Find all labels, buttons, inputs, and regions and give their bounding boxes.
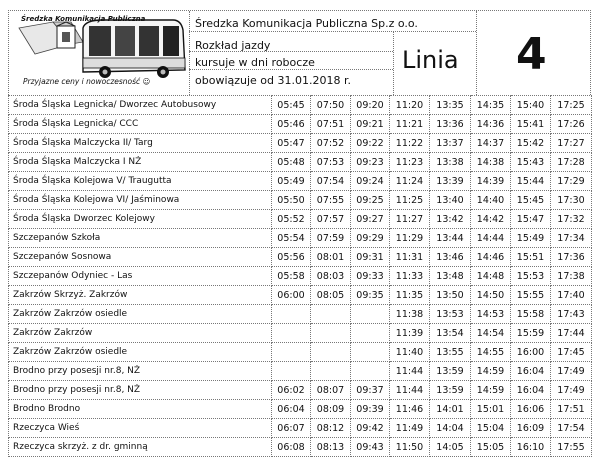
departure-time: 11:39	[390, 324, 430, 343]
departure-time: 14:53	[471, 305, 511, 324]
departure-time: 15:59	[511, 324, 551, 343]
departure-time: 17:25	[551, 96, 592, 115]
departure-time: 17:27	[551, 134, 592, 153]
departure-time: 14:48	[471, 267, 511, 286]
table-row	[9, 381, 592, 400]
departure-time	[311, 324, 351, 343]
departure-time: 17:43	[551, 305, 592, 324]
departure-time: 14:01	[430, 400, 471, 419]
departure-time: 13:42	[430, 210, 471, 229]
departure-time: 14:44	[471, 229, 511, 248]
departure-time: 07:55	[311, 191, 351, 210]
departure-time: 11:22	[390, 134, 430, 153]
departure-time: 06:08	[272, 438, 311, 457]
table-row	[9, 115, 592, 134]
table-row	[9, 134, 592, 153]
departure-time	[351, 362, 390, 381]
table-row	[9, 324, 592, 343]
departure-time: 13:46	[430, 248, 471, 267]
departure-time: 13:55	[430, 343, 471, 362]
departure-time: 17:55	[551, 438, 592, 457]
departure-time: 15:58	[511, 305, 551, 324]
departure-time: 14:59	[471, 381, 511, 400]
departure-time: 07:53	[311, 153, 351, 172]
departure-time: 17:29	[551, 172, 592, 191]
departure-time: 15:42	[511, 134, 551, 153]
departure-time: 08:07	[311, 381, 351, 400]
departure-time: 05:46	[272, 115, 311, 134]
departure-time: 14:42	[471, 210, 511, 229]
table-row	[9, 400, 592, 419]
departure-time: 15:47	[511, 210, 551, 229]
departure-time: 11:20	[390, 96, 430, 115]
departure-time: 09:21	[351, 115, 390, 134]
table-row	[9, 343, 592, 362]
departure-time: 14:46	[471, 248, 511, 267]
departure-time: 13:48	[430, 267, 471, 286]
departure-time: 13:59	[430, 362, 471, 381]
line-number: 4	[516, 29, 547, 80]
departure-time: 14:40	[471, 191, 511, 210]
table-row	[9, 210, 592, 229]
departure-time: 15:01	[471, 400, 511, 419]
departure-time: 11:35	[390, 286, 430, 305]
departure-time: 17:32	[551, 210, 592, 229]
departure-time: 11:31	[390, 248, 430, 267]
departure-time: 15:55	[511, 286, 551, 305]
stop-name: Rzeczyca skrzyż. z dr. gminną	[9, 438, 272, 457]
departure-time: 15:41	[511, 115, 551, 134]
departure-time: 05:56	[272, 248, 311, 267]
departure-time: 17:40	[551, 286, 592, 305]
line-label: Linia	[402, 46, 459, 74]
departure-time: 09:42	[351, 419, 390, 438]
stop-name: Szczepanów Sosnowa	[9, 248, 272, 267]
departure-time: 08:13	[311, 438, 351, 457]
stop-name: Szczepanów Odyniec - Las	[9, 267, 272, 286]
departure-time: 07:59	[311, 229, 351, 248]
departure-time: 15:05	[471, 438, 511, 457]
departure-time: 15:45	[511, 191, 551, 210]
departure-time	[311, 305, 351, 324]
stop-name: Środa Śląska Kolejowa VI/ Jaśminowa	[9, 191, 272, 210]
departure-time	[311, 343, 351, 362]
table-row	[9, 248, 592, 267]
departure-time: 07:52	[311, 134, 351, 153]
departure-time: 17:34	[551, 229, 592, 248]
departure-time: 11:44	[390, 381, 430, 400]
departure-time: 09:23	[351, 153, 390, 172]
departure-time: 08:09	[311, 400, 351, 419]
departure-time	[272, 343, 311, 362]
stop-name: Środa Śląska Malczycka II/ Targ	[9, 134, 272, 153]
departure-time: 11:29	[390, 229, 430, 248]
departure-time: 14:05	[430, 438, 471, 457]
departure-table	[8, 95, 592, 457]
table-row	[9, 286, 592, 305]
stop-name: Brodno przy posesji nr.8, NŻ	[9, 362, 272, 381]
departure-time: 15:53	[511, 267, 551, 286]
departure-time: 09:25	[351, 191, 390, 210]
departure-time: 09:35	[351, 286, 390, 305]
departure-time: 08:12	[311, 419, 351, 438]
departure-time: 13:50	[430, 286, 471, 305]
departure-time: 14:50	[471, 286, 511, 305]
departure-time: 13:53	[430, 305, 471, 324]
departure-time	[351, 305, 390, 324]
table-row	[9, 419, 592, 438]
company-logo	[13, 14, 189, 90]
departure-time: 05:54	[272, 229, 311, 248]
departure-time: 09:31	[351, 248, 390, 267]
departure-time: 17:49	[551, 362, 592, 381]
logo-title: Średzka Komunikacja Publiczna	[21, 15, 146, 23]
departure-time: 16:10	[511, 438, 551, 457]
stop-name: Środa Śląska Legnicka/ CCC	[9, 115, 272, 134]
departure-time: 06:04	[272, 400, 311, 419]
departure-time: 14:35	[471, 96, 511, 115]
departure-time: 15:43	[511, 153, 551, 172]
departure-time: 14:36	[471, 115, 511, 134]
table-row	[9, 172, 592, 191]
departure-time: 17:36	[551, 248, 592, 267]
departure-time: 08:05	[311, 286, 351, 305]
table-row	[9, 362, 592, 381]
departure-time: 11:44	[390, 362, 430, 381]
departure-time: 15:49	[511, 229, 551, 248]
stop-name: Środa Śląska Kolejowa V/ Traugutta	[9, 172, 272, 191]
departure-time: 14:04	[430, 419, 471, 438]
page-title: Rozkład jazdy	[195, 39, 271, 52]
stop-name: Środa Śląska Legnicka/ Dworzec Autobusowy	[9, 96, 272, 115]
departure-time: 06:07	[272, 419, 311, 438]
departure-time: 05:50	[272, 191, 311, 210]
departure-time: 15:04	[471, 419, 511, 438]
departure-time: 13:39	[430, 172, 471, 191]
logo-slogan: Przyjazne ceny i nowoczesność ☺	[23, 77, 151, 86]
stop-name: Zakrzów Zakrzów osiedle	[9, 305, 272, 324]
departure-time: 05:47	[272, 134, 311, 153]
departure-time: 07:57	[311, 210, 351, 229]
departure-time: 15:44	[511, 172, 551, 191]
departure-time: 17:51	[551, 400, 592, 419]
departure-time: 11:24	[390, 172, 430, 191]
departure-time: 17:26	[551, 115, 592, 134]
departure-time: 14:37	[471, 134, 511, 153]
departure-time: 08:03	[311, 267, 351, 286]
stop-name: Brodno przy posesji nr.8, NŻ	[9, 381, 272, 400]
timetable-header	[8, 10, 591, 95]
departure-time: 05:48	[272, 153, 311, 172]
departure-time: 11:46	[390, 400, 430, 419]
departure-time: 13:37	[430, 134, 471, 153]
departure-time: 14:38	[471, 153, 511, 172]
table-row	[9, 191, 592, 210]
departure-time: 07:50	[311, 96, 351, 115]
table-row	[9, 267, 592, 286]
departure-time: 11:50	[390, 438, 430, 457]
departure-time: 11:23	[390, 153, 430, 172]
departure-time: 13:35	[430, 96, 471, 115]
departure-time: 08:01	[311, 248, 351, 267]
departure-time: 16:00	[511, 343, 551, 362]
departure-time: 09:29	[351, 229, 390, 248]
departure-time: 05:45	[272, 96, 311, 115]
stop-name: Środa Śląska Dworzec Kolejowy	[9, 210, 272, 229]
departure-time: 17:30	[551, 191, 592, 210]
departure-time: 14:55	[471, 343, 511, 362]
departure-time: 11:25	[390, 191, 430, 210]
table-row	[9, 229, 592, 248]
company-name: Średzka Komunikacja Publiczna Sp.z o.o.	[195, 17, 418, 30]
departure-time	[272, 362, 311, 381]
departure-time: 17:49	[551, 381, 592, 400]
departure-time: 15:51	[511, 248, 551, 267]
table-row	[9, 438, 592, 457]
departure-time: 16:04	[511, 381, 551, 400]
departure-time: 11:49	[390, 419, 430, 438]
departure-time	[272, 305, 311, 324]
departure-time: 09:43	[351, 438, 390, 457]
departure-time: 14:39	[471, 172, 511, 191]
departure-time: 11:33	[390, 267, 430, 286]
timetable-sheet	[8, 10, 591, 453]
departure-time: 09:24	[351, 172, 390, 191]
departure-time: 07:51	[311, 115, 351, 134]
departure-time: 13:36	[430, 115, 471, 134]
departure-time: 11:27	[390, 210, 430, 229]
departure-time: 17:45	[551, 343, 592, 362]
departure-time: 05:52	[272, 210, 311, 229]
departure-time: 13:38	[430, 153, 471, 172]
departure-time: 05:49	[272, 172, 311, 191]
departure-time: 17:54	[551, 419, 592, 438]
stop-name: Środa Śląska Malczycka I NŻ	[9, 153, 272, 172]
stop-name: Zakrzów Skrzyż. Zakrzów	[9, 286, 272, 305]
departure-time: 13:54	[430, 324, 471, 343]
departure-time	[272, 324, 311, 343]
departure-time	[351, 343, 390, 362]
stop-name: Rzeczyca Wieś	[9, 419, 272, 438]
departure-time: 13:40	[430, 191, 471, 210]
departure-time: 09:39	[351, 400, 390, 419]
departure-time: 07:54	[311, 172, 351, 191]
departure-time: 13:44	[430, 229, 471, 248]
departure-time: 09:20	[351, 96, 390, 115]
service-days: kursuje w dni robocze	[195, 56, 315, 69]
departure-time: 05:58	[272, 267, 311, 286]
departure-time: 14:59	[471, 362, 511, 381]
stop-name: Zakrzów Zakrzów	[9, 324, 272, 343]
stop-name: Zakrzów Zakrzów osiedle	[9, 343, 272, 362]
departure-time: 16:06	[511, 400, 551, 419]
departure-time: 17:38	[551, 267, 592, 286]
departure-time: 06:02	[272, 381, 311, 400]
stop-name: Szczepanów Szkoła	[9, 229, 272, 248]
stop-name: Brodno Brodno	[9, 400, 272, 419]
departure-time: 17:44	[551, 324, 592, 343]
departure-time	[311, 362, 351, 381]
departure-time: 09:22	[351, 134, 390, 153]
departure-time: 09:33	[351, 267, 390, 286]
departure-time: 14:54	[471, 324, 511, 343]
departure-time	[351, 324, 390, 343]
departure-time: 11:38	[390, 305, 430, 324]
table-row	[9, 305, 592, 324]
departure-time: 09:27	[351, 210, 390, 229]
departure-time: 13:59	[430, 381, 471, 400]
table-row	[9, 96, 592, 115]
departure-time: 09:37	[351, 381, 390, 400]
departure-time: 15:40	[511, 96, 551, 115]
departure-time: 11:40	[390, 343, 430, 362]
departure-time: 16:09	[511, 419, 551, 438]
departure-time: 16:04	[511, 362, 551, 381]
table-row	[9, 153, 592, 172]
departure-time: 11:21	[390, 115, 430, 134]
departure-time: 06:00	[272, 286, 311, 305]
valid-from: obowiązuje od 31.01.2018 r.	[195, 74, 351, 87]
departure-time: 17:28	[551, 153, 592, 172]
